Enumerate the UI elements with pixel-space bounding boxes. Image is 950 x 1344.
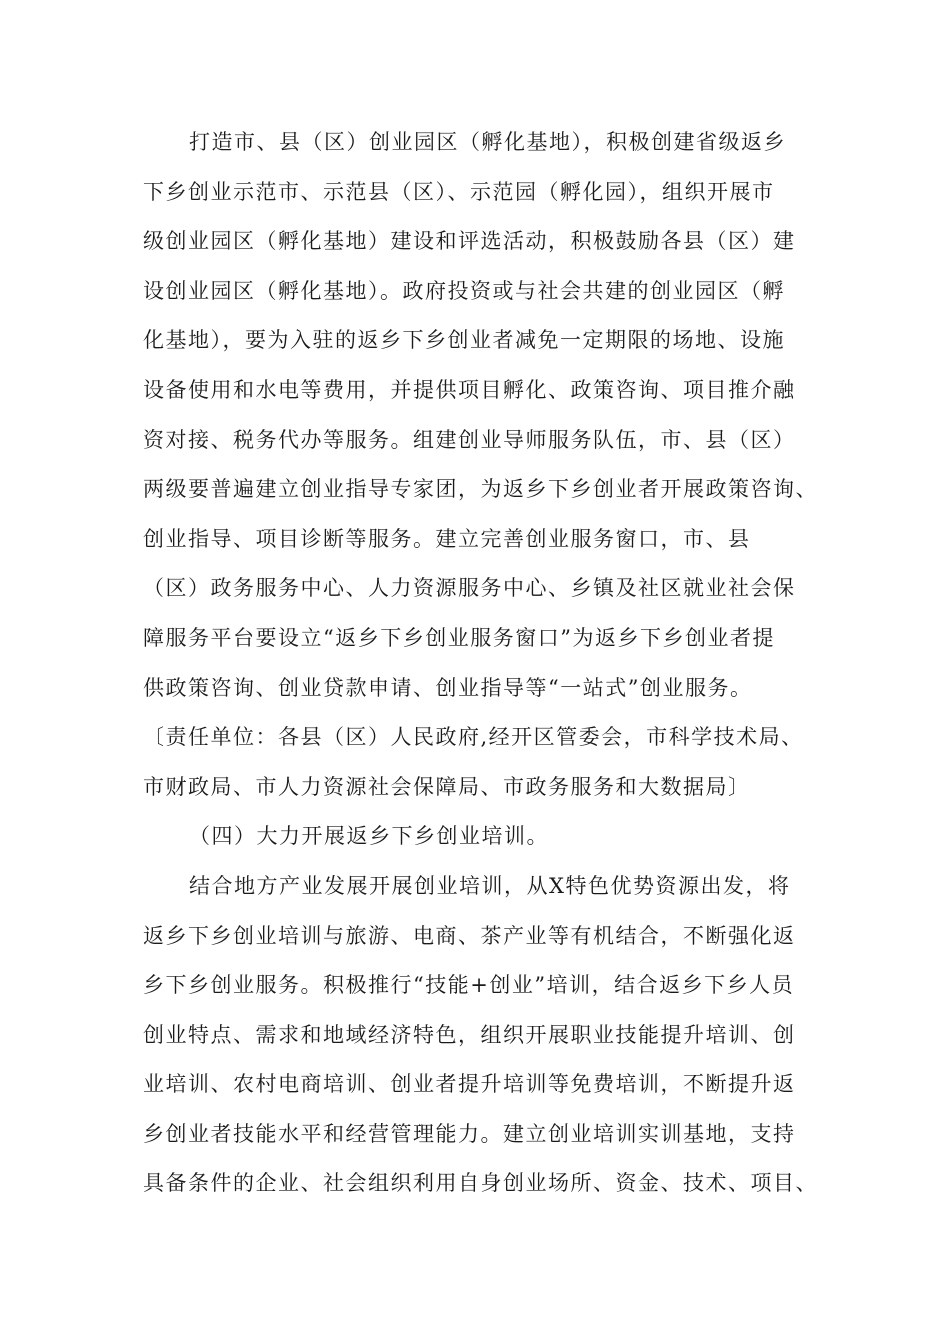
document-body xyxy=(143,118,823,1209)
paragraph-line: 化基地），要为入驻的返乡下乡创业者减免一定期限的场地、设施 xyxy=(143,328,785,353)
section-heading: （四）大力开展返乡下乡创业培训。 xyxy=(189,824,549,849)
paragraph-line: 业培训、农村电商培训、创业者提升培训等免费培训，不断提升返 xyxy=(143,1072,796,1097)
paragraph-line: 乡创业者技能水平和经营管理能力。建立创业培训实训基地，支持 xyxy=(143,1121,796,1146)
responsible-units-line: 〔责任单位：各县（区）人民政府,经开区管委会，市科学技术局、 xyxy=(143,725,804,750)
paragraph-line: 资对接、税务代办等服务。组建创业导师服务队伍，市、县（区） xyxy=(143,427,796,452)
paragraph-line: 创业特点、需求和地域经济特色，组织开展职业技能提升培训、创 xyxy=(143,1022,796,1047)
paragraph-line: 两级要普遍建立创业指导专家团，为返乡下乡创业者开展政策咨询、 xyxy=(143,477,818,502)
paragraph-entrepreneurship-training xyxy=(143,862,823,1209)
paragraph-line: 创业指导、项目诊断等服务。建立完善创业服务窗口，市、县 xyxy=(143,526,751,551)
paragraph-line: 结合地方产业发展开展创业培训，从X特色优势资源出发，将 xyxy=(189,873,791,898)
responsible-units-line: 市财政局、市人力资源社会保障局、市政务服务和大数据局〕 xyxy=(143,774,751,799)
paragraph-line: 打造市、县（区）创业园区（孵化基地），积极创建省级返乡 xyxy=(189,130,786,154)
paragraph-line: 障服务平台要设立“返乡下乡创业服务窗口”为返乡下乡创业者提 xyxy=(143,625,775,650)
paragraph-incubation-parks xyxy=(143,118,823,812)
paragraph-line: 级创业园区（孵化基地）建设和评选活动，积极鼓励各县（区）建 xyxy=(143,229,796,254)
paragraph-line: 设创业园区（孵化基地）。政府投资或与社会共建的创业园区（孵 xyxy=(143,278,785,303)
paragraph-line: 乡下乡创业服务。积极推行“技能+创业”培训，结合返乡下乡人员 xyxy=(143,973,795,998)
paragraph-line: 返乡下乡创业培训与旅游、电商、茶产业等有机结合，不断强化返 xyxy=(143,923,796,948)
paragraph-line: 下乡创业示范市、示范县（区）、示范园（孵化园），组织开展市 xyxy=(143,179,775,204)
paragraph-line: 具备条件的企业、社会组织利用自身创业场所、资金、技术、项目、 xyxy=(143,1171,818,1196)
paragraph-line: （区）政务服务中心、人力资源服务中心、乡镇及社区就业社会保 xyxy=(143,576,796,601)
paragraph-line: 设备使用和水电等费用，并提供项目孵化、政策咨询、项目推介融 xyxy=(143,377,796,402)
paragraph-line: 供政策咨询、创业贷款申请、创业指导等“一站式”创业服务。 xyxy=(143,675,753,700)
